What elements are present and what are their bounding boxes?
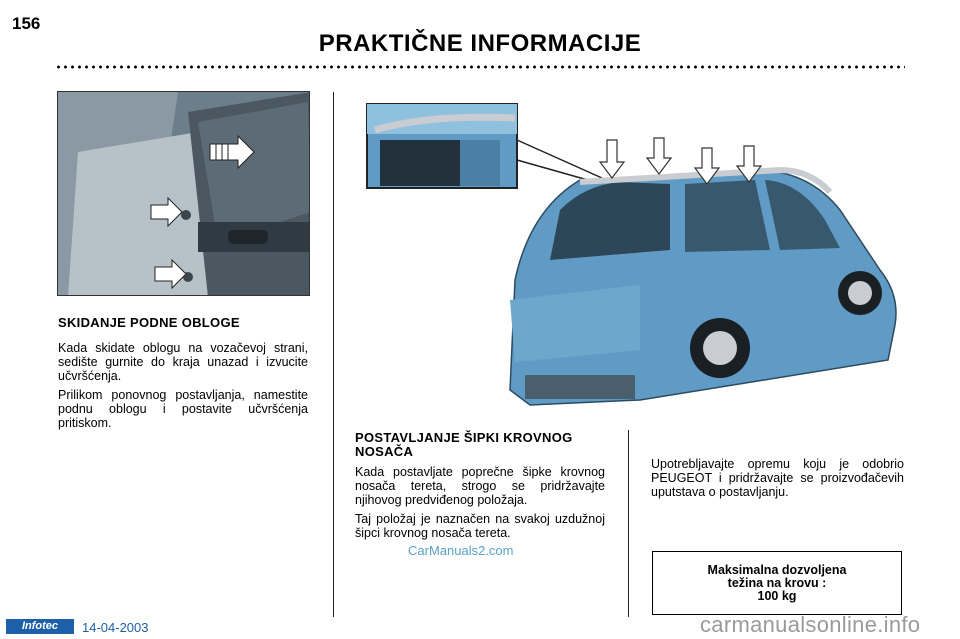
footer-site-watermark: carmanualsonline.info <box>700 612 921 637</box>
floor-mat-illustration <box>58 92 310 296</box>
floor-mat-text <box>58 341 308 435</box>
page-title: PRAKTIČNE INFORMACIJE <box>318 30 642 57</box>
floor-mat-paragraph-1: Kada skidate oblogu na vozačevoj strani, sedište gurnite do kraja unazad i izvucite učvršćenja. <box>58 341 308 383</box>
roof-bars-paragraph-1: Kada postavljate poprečne šipke krovnog nosača tereta, strogo se pridržavajte njihovog predviđenog položaja. <box>355 465 605 507</box>
dotted-divider <box>55 64 905 70</box>
roof-bars-paragraph-2: Taj položaj je naznačen na svakoj uzdužnoj šipci krovnog nosača tereta. <box>355 512 605 540</box>
equipment-text <box>651 457 904 504</box>
max-roof-load-box <box>652 551 902 615</box>
max-roof-load-line-2: težina na krovu : <box>727 576 827 590</box>
car-illustration <box>340 100 910 425</box>
column-divider-right <box>628 430 629 617</box>
equipment-paragraph: Upotrebljavajte opremu koju je odobrio PEUGEOT i pridržavajte se proizvođačevih uputstava o postavljanju. <box>651 457 904 499</box>
car-roof-bars-illustration <box>340 100 910 425</box>
watermark: CarManuals2.com <box>408 543 514 558</box>
section-heading-floor-mat: SKIDANJE PODNE OBLOGE <box>58 315 240 330</box>
footer-date: 14-04-2003 <box>82 620 149 635</box>
infotec-logo: Infotec <box>6 619 74 634</box>
page-number: 156 <box>12 14 41 33</box>
section-heading-roof-bars: POSTAVLJANJE ŠIPKI KROVNOG NOSAČA <box>355 430 573 459</box>
floor-mat-paragraph-2: Prilikom ponovnog postavljanja, namestite podnu oblogu i postavite učvršćenja pritiskom. <box>58 388 308 430</box>
column-divider-left <box>333 92 334 617</box>
roof-bars-text <box>355 465 605 545</box>
max-roof-load-line-1: Maksimalna dozvoljena <box>707 563 847 577</box>
floor-mat-photo <box>57 91 310 296</box>
max-roof-load-value: 100 kg <box>757 589 797 603</box>
